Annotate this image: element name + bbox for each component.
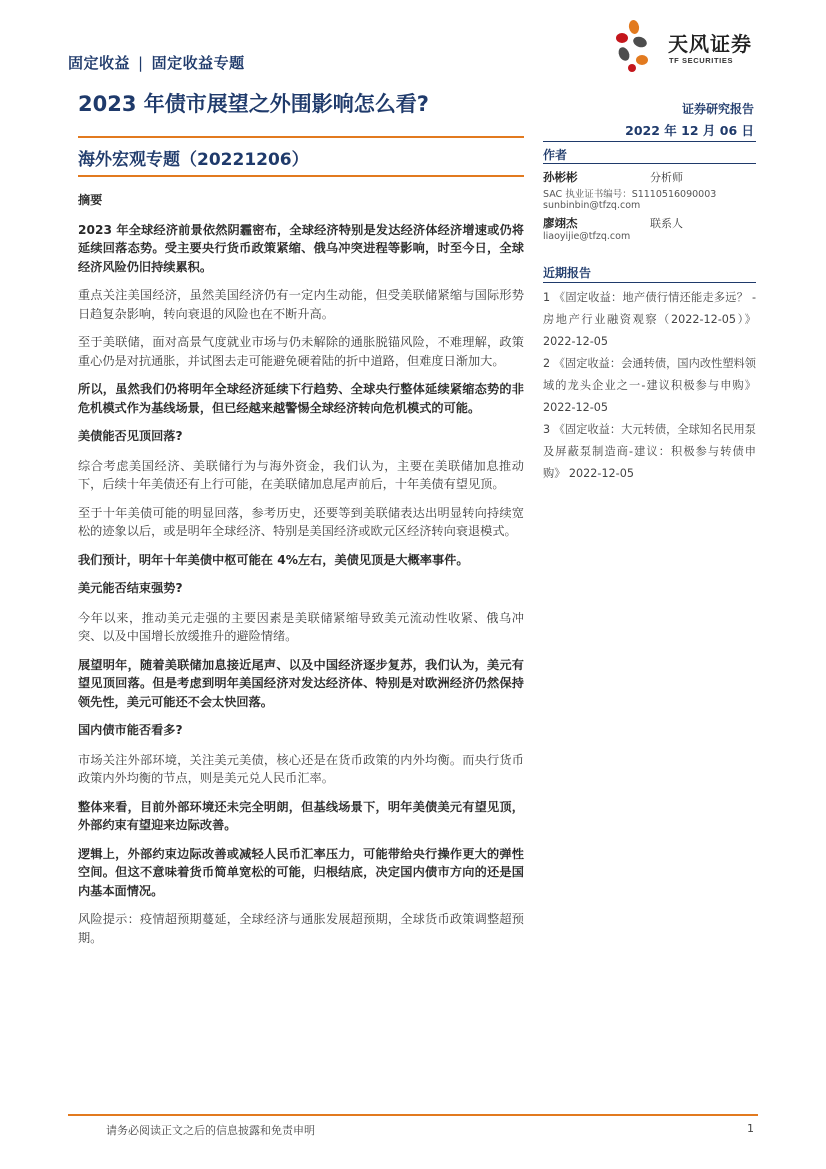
authors-heading: 作者 xyxy=(543,148,568,162)
report-subtitle: 海外宏观专题（20221206） xyxy=(78,150,309,170)
report-type: 证券研究报告 xyxy=(681,102,754,116)
paragraph: 所以，虽然我们仍将明年全球经济延续下行趋势、全球央行整体延续紧缩态势的非危机模式作为基线场景，但已经越来越警惕全球经济转向危机模式的可能。 xyxy=(78,382,524,415)
list-item[interactable]: 3 《固定收益：大元转债，全球知名民用泵及屏蔽泵制造商-建议：积极参与转债申购》 2022-12-05 xyxy=(543,423,756,480)
author-cert: SAC 执业证书编号：S1110516090003 xyxy=(543,189,717,200)
list-item[interactable]: 1 《固定收益：地产债行情还能走多远？ - 房地产行业融资观察（2022-12-05）》 2022-12-05 xyxy=(543,291,756,348)
author-role: 联系人 xyxy=(650,217,683,230)
paragraph: 至于美联储，面对高景气度就业市场与仍未解除的通胀脱锚风险，不难理解，政策重心仍是对抗通胀，并试图去走可能避免硬着陆的折中道路，但难度日渐加大。 xyxy=(78,335,524,368)
logo-mark-icon xyxy=(610,18,666,74)
paragraph: 2023 年全球经济前景依然阴霾密布，全球经济特别是发达经济体经济增速或仍将延续回落态势。受主要央行货币政策紧缩、俄乌冲突进程等影响，时至今日，全球经济风险仍旧持续累积。 xyxy=(78,222,524,274)
paragraph: 展望明年，随着美联储加息接近尾声、以及中国经济逐步复苏，我们认为，美元有望见顶回落。但是考虑到明年美国经济对发达经济体、特别是对欧洲经济仍然保持领先性，美元可能还不会太快回落。 xyxy=(78,657,524,709)
recent-reports-list xyxy=(543,287,756,485)
title-divider xyxy=(78,136,524,138)
author-name: 廖翊杰 xyxy=(543,216,578,230)
footer-divider xyxy=(68,1114,758,1116)
logo-name-cn: 天风证券 xyxy=(668,32,752,56)
main-content xyxy=(78,191,524,957)
logo-name-en: TF SECURITIES xyxy=(669,56,734,65)
paragraph: 今年以来，推动美元走强的主要因素是美联储紧缩导致美元流动性收紧、俄乌冲突、以及中国增长放缓推升的避险情绪。 xyxy=(78,610,524,643)
paragraph: 至于十年美债可能的明显回落，参考历史，还要等到美联储表达出明显转向持续宽松的迹象以后，或是明年全球经济、特别是美国经济或欧元区经济转向衰退模式。 xyxy=(78,505,524,538)
report-title: 2023 年债市展望之外围影响怎么看? xyxy=(78,92,429,116)
list-item[interactable]: 2 《固定收益：会通转债，国内改性塑料领域的龙头企业之一-建议积极参与申购》 2022-12-05 xyxy=(543,357,756,414)
category-separator: | xyxy=(138,54,144,72)
recent-reports-heading: 近期报告 xyxy=(543,266,592,280)
paragraph: 整体来看，目前外部环境还未完全明朗，但基线场景下，明年美债美元有望见顶，外部约束有望迎来边际改善。 xyxy=(78,799,524,832)
author-email[interactable]: sunbinbin@tfzq.com xyxy=(543,200,641,211)
author-name: 孙彬彬 xyxy=(543,170,578,184)
abstract-heading: 摘要 xyxy=(78,193,103,207)
author-email[interactable]: liaoyijie@tfzq.com xyxy=(543,231,631,242)
section-heading: 美元能否结束强势? xyxy=(78,581,183,595)
subtitle-divider xyxy=(78,175,524,177)
page-number: 1 xyxy=(747,1122,754,1135)
subcategory-label: 固定收益专题 xyxy=(151,54,245,72)
report-category xyxy=(68,52,245,73)
paragraph: 我们预计，明年十年美债中枢可能在 4%左右，美债见顶是大概率事件。 xyxy=(78,552,469,567)
date-divider xyxy=(543,141,756,142)
paragraph: 重点关注美国经济，虽然美国经济仍有一定内生动能，但受美联储紧缩与国际形势日趋复杂影响，转向衰退的风险也在不断升高。 xyxy=(78,288,524,321)
recent-divider xyxy=(543,282,756,283)
paragraph: 逻辑上，外部约束边际改善或减轻人民币汇率压力，可能带给央行操作更大的弹性空间。但这不意味着货币简单宽松的可能，归根结底，决定国内债市方向的还是国内基本面情况。 xyxy=(78,846,524,898)
risk-warning: 风险提示：疫情超预期蔓延，全球经济与通胀发展超预期，全球货币政策调整超预期。 xyxy=(78,912,524,945)
category-label: 固定收益 xyxy=(68,54,131,72)
company-logo xyxy=(610,18,760,74)
authors-divider xyxy=(543,163,756,164)
paragraph: 综合考虑美国经济、美联储行为与海外资金，我们认为，主要在美联储加息推动下，后续十年美债还有上行可能，在美联储加息尾声前后，十年美债有望见顶。 xyxy=(78,458,524,491)
paragraph: 市场关注外部环境，关注美元美债，核心还是在货币政策的内外均衡。而央行货币政策内外均衡的节点，则是美元兑人民币汇率。 xyxy=(78,752,524,785)
report-date: 2022 年 12 月 06 日 xyxy=(625,123,754,138)
footer-disclaimer: 请务必阅读正文之后的信息披露和免责申明 xyxy=(106,1124,315,1137)
section-heading: 美债能否见顶回落? xyxy=(78,429,183,443)
author-role: 分析师 xyxy=(650,171,683,184)
section-heading: 国内债市能否看多? xyxy=(78,723,183,737)
